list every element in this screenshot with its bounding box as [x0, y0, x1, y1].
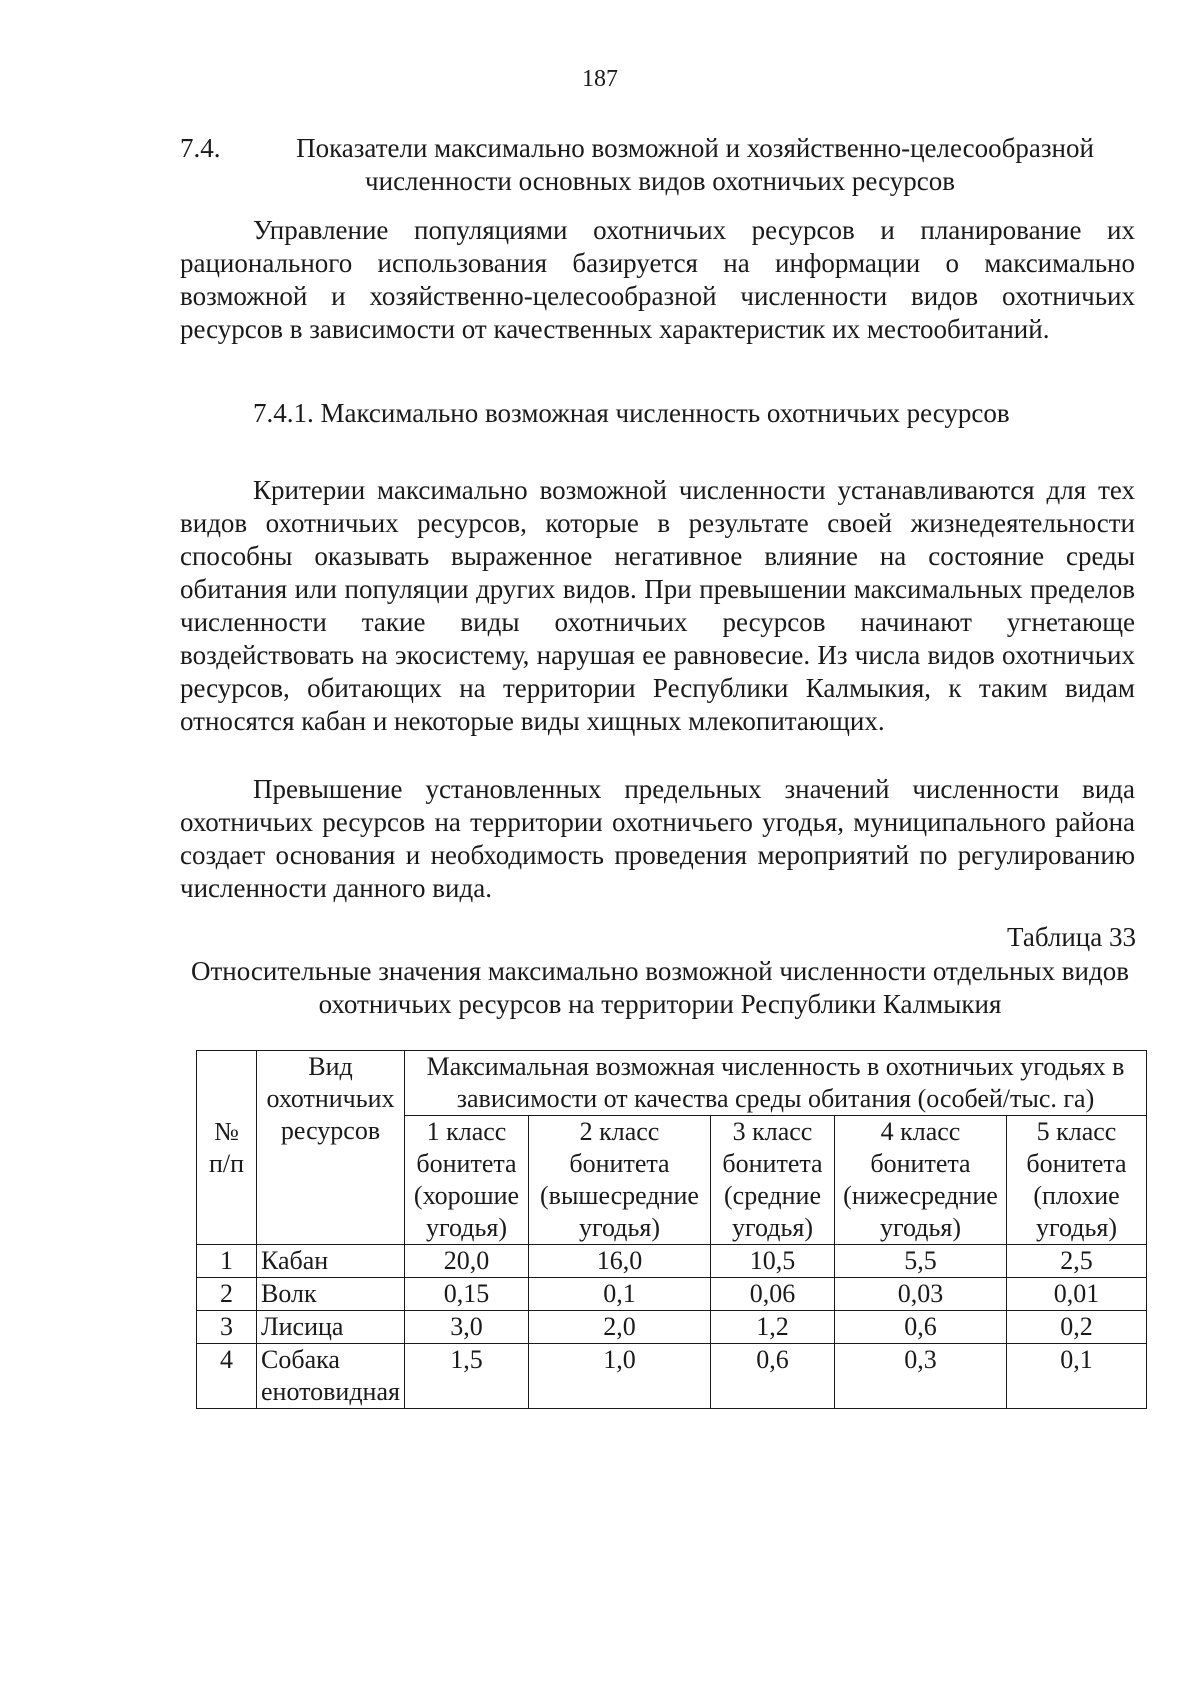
row-value: 10,5: [711, 1245, 835, 1278]
header-number: № п/п: [197, 1051, 257, 1245]
row-number: 4: [197, 1344, 257, 1409]
header-class-3: 3 класс бонитета (средние угодья): [711, 1116, 835, 1245]
table-row: [197, 1245, 1147, 1278]
table-row: [197, 1278, 1147, 1311]
row-species: Лисица: [257, 1311, 405, 1344]
row-value: 1,2: [711, 1311, 835, 1344]
page-number: 187: [582, 66, 618, 92]
table-label: Таблица 33: [1007, 922, 1136, 952]
subsection-title: 7.4.1. Максимально возможная численность охотничьих ресурсов: [253, 398, 1010, 428]
row-value: 0,03: [835, 1278, 1007, 1311]
table-header-row: [197, 1051, 1147, 1116]
row-value: 16,0: [529, 1245, 711, 1278]
row-species: Собака енотовидная: [257, 1344, 405, 1409]
row-value: 20,0: [405, 1245, 529, 1278]
row-value: 1,5: [405, 1344, 529, 1409]
section-title-line1: Показатели максимально возможной и хозяйственно-целесообразной: [296, 133, 1094, 163]
row-value: 0,1: [1007, 1344, 1147, 1409]
row-value: 0,01: [1007, 1278, 1147, 1311]
row-value: 0,15: [405, 1278, 529, 1311]
row-species: Кабан: [257, 1245, 405, 1278]
header-group: Максимальная возможная численность в охотничьих угодьях в зависимости от качества среды обитания (особей/тыс. га): [405, 1051, 1147, 1116]
section-title-line2: численности основных видов охотничьих ресурсов: [365, 166, 955, 196]
table-title: Относительные значения максимально возможной численности отдельных видов охотничьих ресурсов на территории Республики Калмыкия: [191, 956, 1129, 1019]
row-value: 3,0: [405, 1311, 529, 1344]
header-species: Вид охотничьих ресурсов: [257, 1051, 405, 1245]
row-value: 0,2: [1007, 1311, 1147, 1344]
paragraph-criteria: Критерии максимально возможной численности устанавливаются для тех видов охотничьих ресурсов, которые в результате своей жизнедеятельности способны оказывать выраженное негативное влияние на состояние среды обитания или популяции других видов. При превышении максимальных пределов численности такие виды охотничьих ресурсов начинают угнетающе воздействовать на экосистему, нарушая ее равновесие. Из числа видов охотничьих ресурсов, обитающих на территории Республики Калмыкия, к таким видам относятся кабан и некоторые виды хищных млекопитающих.: [180, 475, 1135, 736]
row-number: 3: [197, 1311, 257, 1344]
row-value: 1,0: [529, 1344, 711, 1409]
section-number: 7.4.: [180, 133, 221, 163]
row-value: 0,6: [711, 1344, 835, 1409]
row-value: 5,5: [835, 1245, 1007, 1278]
row-species: Волк: [257, 1278, 405, 1311]
row-value: 0,6: [835, 1311, 1007, 1344]
table-row: [197, 1344, 1147, 1409]
row-value: 0,3: [835, 1344, 1007, 1409]
header-class-2: 2 класс бонитета (вышесредние угодья): [529, 1116, 711, 1245]
row-value: 0,1: [529, 1278, 711, 1311]
data-table: [196, 1050, 1147, 1409]
paragraph-exceeding: Превышение установленных предельных значений численности вида охотничьих ресурсов на территории охотничьего угодья, муниципального района создает основания и необходимость проведения мероприятий по регулированию численности данного вида.: [180, 774, 1135, 903]
row-number: 2: [197, 1278, 257, 1311]
row-number: 1: [197, 1245, 257, 1278]
row-value: 0,06: [711, 1278, 835, 1311]
paragraph-intro: Управление популяциями охотничьих ресурсов и планирование их рационального использования базируется на информации о максимально возможной и хозяйственно-целесообразной численности видов охотничьих ресурсов в зависимости от качественных характеристик их местообитаний.: [180, 215, 1135, 344]
header-class-4: 4 класс бонитета (нижесредние угодья): [835, 1116, 1007, 1245]
header-class-1: 1 класс бонитета (хорошие угодья): [405, 1116, 529, 1245]
section-heading: [180, 132, 1140, 198]
row-value: 2,0: [529, 1311, 711, 1344]
table-row: [197, 1311, 1147, 1344]
header-class-5: 5 класс бонитета (плохие угодья): [1007, 1116, 1147, 1245]
row-value: 2,5: [1007, 1245, 1147, 1278]
